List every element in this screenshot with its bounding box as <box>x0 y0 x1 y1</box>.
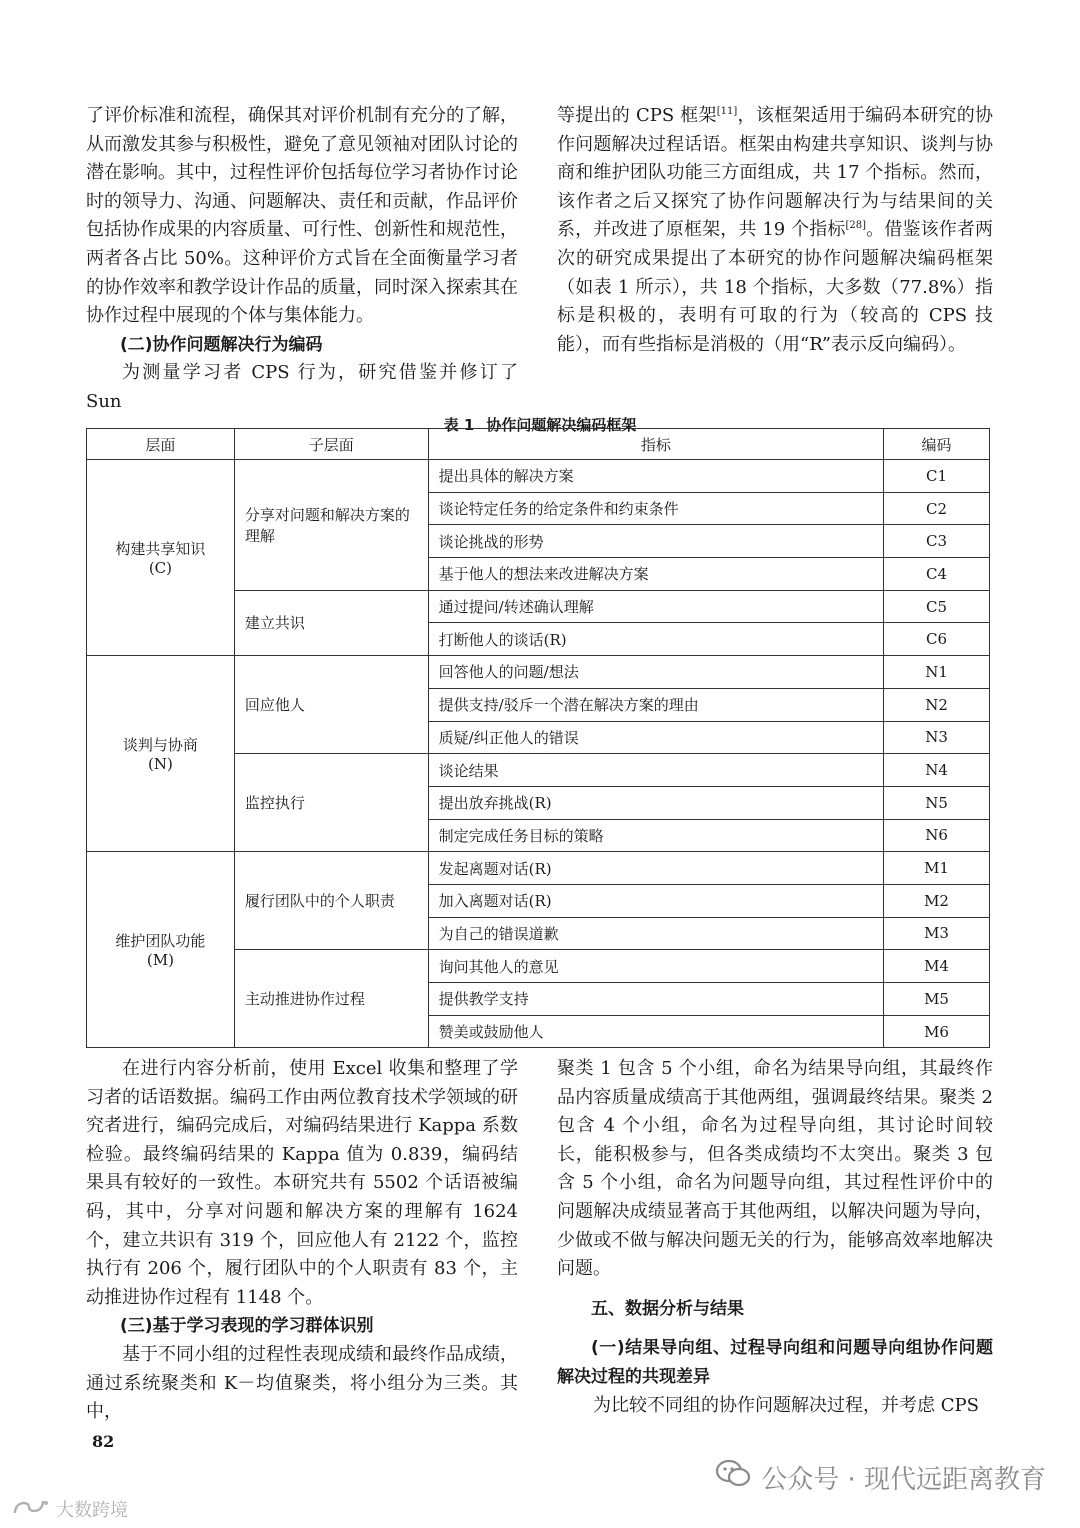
brand-logo-icon <box>12 1497 50 1522</box>
paragraph: 为比较不同组的协作问题解决过程，并考虑 CPS <box>593 1394 979 1416</box>
subsection-heading: (二)协作问题解决行为编码 <box>120 334 323 355</box>
indicator-cell: 谈论结果 <box>428 754 883 787</box>
column-top-left <box>86 102 518 417</box>
layer-cell <box>87 656 235 852</box>
paragraph <box>557 102 993 359</box>
code-cell: C5 <box>884 590 990 623</box>
code-cell: C3 <box>884 525 990 558</box>
header-cell: 层面 <box>87 429 235 460</box>
table-header-row <box>87 429 990 460</box>
subsection-heading: (一)结果导向组、过程导向组和问题导向组协作问题解决过程的共现差异 <box>557 1338 993 1387</box>
wechat-icon <box>715 1459 751 1496</box>
code-cell: M3 <box>884 917 990 950</box>
indicator-cell: 加入离题对话(R) <box>428 884 883 917</box>
subsection-heading: (三)基于学习表现的学习群体识别 <box>120 1316 374 1337</box>
sublayer-cell: 建立共识 <box>234 590 428 655</box>
code-cell: N6 <box>884 819 990 852</box>
header-cell: 编码 <box>884 429 990 460</box>
text-run: 等提出的 CPS 框架 <box>557 105 717 126</box>
layer-name: 维护团队功能 <box>115 932 206 951</box>
code-cell: M1 <box>884 852 990 885</box>
watermark-text: 公众号 · 现代远距离教育 <box>761 1465 1046 1495</box>
table-row <box>87 852 990 885</box>
indicator-cell: 提出放弃挑战(R) <box>428 786 883 819</box>
text-run: ，该框架适用于编码本研究的协作问题解决过程话语。框架由构建共享知识、谈判与协商和维护团队功能三方面组成，共 17 个指标。然而，该作者之后又探究了协作问题解决行为与结果间的关系，并改进了原框架，共 19 个指标 <box>557 105 993 241</box>
code-cell: N1 <box>884 656 990 689</box>
indicator-cell: 基于他人的想法来改进解决方案 <box>428 558 883 591</box>
paragraph: 为测量学习者 CPS 行为，研究借鉴并修订了 Sun <box>86 362 518 412</box>
code-cell: M5 <box>884 983 990 1016</box>
indicator-cell: 回答他人的问题/想法 <box>428 656 883 689</box>
column-bottom-left <box>86 1055 518 1427</box>
code-cell: N4 <box>884 754 990 787</box>
header-cell: 指标 <box>428 429 883 460</box>
indicator-cell: 质疑/纠正他人的错误 <box>428 721 883 754</box>
code-cell: M2 <box>884 884 990 917</box>
code-cell: C2 <box>884 492 990 525</box>
table-number: 表 1 <box>443 416 475 434</box>
table-row <box>87 656 990 689</box>
column-top-right <box>557 102 993 359</box>
sublayer-cell: 分享对问题和解决方案的理解 <box>234 460 428 591</box>
indicator-cell: 提出具体的解决方案 <box>428 460 883 493</box>
header-cell: 子层面 <box>234 429 428 460</box>
watermark-wechat <box>715 1459 1046 1496</box>
table-row <box>87 460 990 493</box>
page-number: 82 <box>92 1432 115 1451</box>
layer-abbr: (N) <box>148 755 173 774</box>
text-run: 。借鉴该作者两次的研究成果提出了本研究的协作问题解决编码框架（如表 1 所示），共 18 个指标，大多数（77.8%）指标是积极的，表明有可取的行为（较高的 CPS 技能），而有些指标是消极的（用“R”表示反向编码）。 <box>557 219 993 355</box>
indicator-cell: 制定完成任务目标的策略 <box>428 819 883 852</box>
layer-cell <box>87 852 235 1048</box>
code-cell: M4 <box>884 950 990 983</box>
indicator-cell: 提供教学支持 <box>428 983 883 1016</box>
code-cell: C4 <box>884 558 990 591</box>
table-title: 协作问题解决编码框架 <box>486 416 637 434</box>
paragraph: 了评价标准和流程，确保其对评价机制有充分的了解，从而激发其参与积极性，避免了意见领袖对团队讨论的潜在影响。其中，过程性评价包括每位学习者协作讨论时的领导力、沟通、问题解决、责任和贡献，作品评价包括协作成果的内容质量、可行性、创新性和规范性，两者各占比 50%。这种评价方式旨在全面衡量学习者的协作效率和教学设计作品的质量，同时深入探索其在协作过程中展现的个体与集体能力。 <box>86 105 518 327</box>
code-cell: C1 <box>884 460 990 493</box>
column-bottom-right <box>557 1055 993 1420</box>
citation-ref: [28] <box>845 220 867 232</box>
sublayer-cell: 主动推进协作过程 <box>234 950 428 1048</box>
indicator-cell: 提供支持/驳斥一个潜在解决方案的理由 <box>428 688 883 721</box>
indicator-cell: 谈论挑战的形势 <box>428 525 883 558</box>
indicator-cell: 打断他人的谈话(R) <box>428 623 883 656</box>
paragraph: 在进行内容分析前，使用 Excel 收集和整理了学习者的话语数据。编码工作由两位教育技术学领域的研究者进行，编码完成后，对编码结果进行 Kappa 系数检验。最终编码结果的 Kappa 值为 0.839，编码结果具有较好的一致性。本研究共有 5502 个话语被编码，其中，分享对问题和解决方案的理解有 1624 个，建立共识有 319 个，回应他人有 2122 个，监控执行有 206 个，履行团队中的个人职责有 83 个，主动推进协作过程有 1148 个。 <box>86 1058 518 1308</box>
citation-ref: [11] <box>716 106 738 117</box>
sublayer-cell: 回应他人 <box>234 656 428 754</box>
section-heading: 五、数据分析与结果 <box>591 1298 744 1319</box>
paragraph: 基于不同小组的过程性表现成绩和最终作品成绩，通过系统聚类和 K－均值聚类，将小组分为三类。其中， <box>86 1343 518 1423</box>
indicator-cell: 发起离题对话(R) <box>428 852 883 885</box>
layer-abbr: (C) <box>148 559 173 578</box>
layer-cell <box>87 460 235 656</box>
indicator-cell: 询问其他人的意见 <box>428 950 883 983</box>
code-cell: N2 <box>884 688 990 721</box>
code-cell: N5 <box>884 786 990 819</box>
sublayer-cell: 履行团队中的个人职责 <box>234 852 428 950</box>
indicator-cell: 谈论特定任务的给定条件和约束条件 <box>428 492 883 525</box>
indicator-cell: 通过提问/转述确认理解 <box>428 590 883 623</box>
indicator-cell: 赞美或鼓励他人 <box>428 1015 883 1048</box>
coding-framework-table <box>86 428 990 1048</box>
layer-name: 构建共享知识 <box>115 540 206 559</box>
code-cell: C6 <box>884 623 990 656</box>
layer-abbr: (M) <box>146 951 174 970</box>
layer-name: 谈判与协商 <box>122 736 198 755</box>
sublayer-cell: 监控执行 <box>234 754 428 852</box>
indicator-cell: 为自己的错误道歉 <box>428 917 883 950</box>
code-cell: N3 <box>884 721 990 754</box>
code-cell: M6 <box>884 1015 990 1048</box>
watermark-text: 大数跨境 <box>56 1500 128 1521</box>
paragraph: 聚类 1 包含 5 个小组，命名为结果导向组，其最终作品内容质量成绩高于其他两组，强调最终结果。聚类 2 包含 4 个小组，命名为过程导向组，其讨论时间较长，能积极参与，但各类成绩均不太突出。聚类 3 包含 5 个小组，命名为问题导向组，其过程性评价中的问题解决成绩显著高于其他两组，以解决问题为导向，少做或不做与解决问题无关的行为，能够高效率地解决问题。 <box>557 1058 993 1280</box>
watermark-brand <box>12 1496 128 1522</box>
